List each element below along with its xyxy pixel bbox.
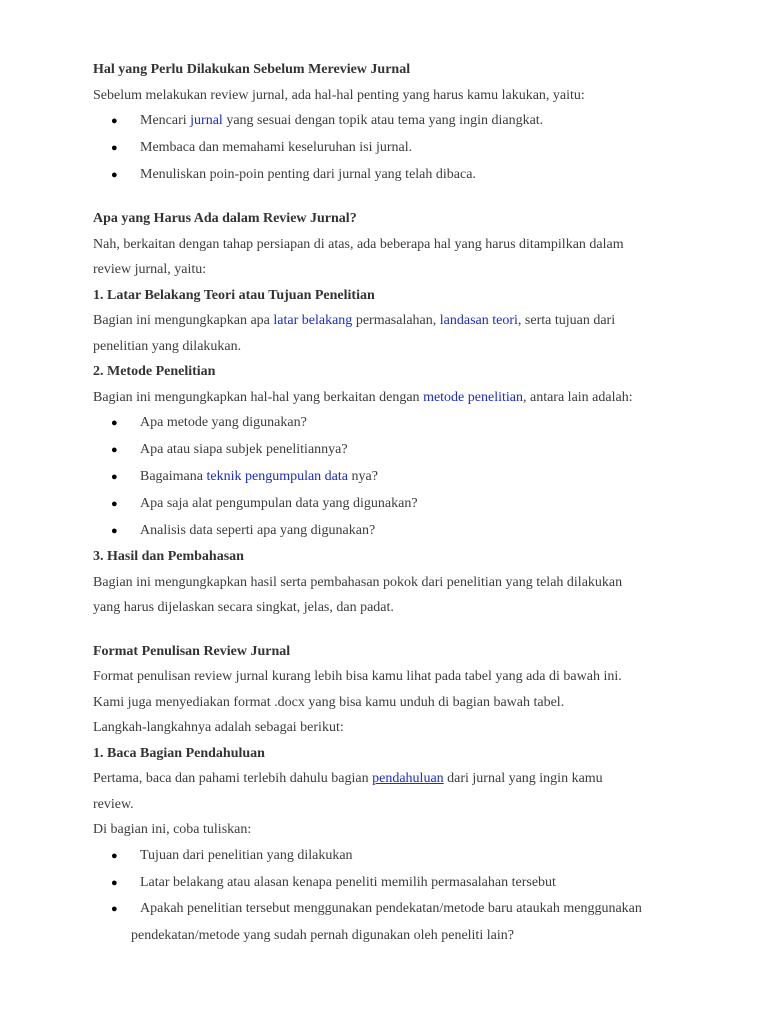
bullet-icon: ● [111,470,118,483]
paragraph-line: Bagian ini mengungkapkan hal-hal yang berkaitan dengan metode penelitian, antara lain adalah: [93,389,633,405]
bullet-list [93,108,708,188]
subsection-heading: 2. Metode Penelitian [93,364,216,380]
bullet-list [93,410,708,544]
subsection-heading: 1. Latar Belakang Teori atau Tujuan Penelitian [93,287,375,303]
list-item: ● Bagaimana teknik pengumpulan data nya? [93,464,708,491]
link-metode-penelitian[interactable]: metode penelitian [423,389,523,405]
bullet-list [93,843,708,950]
subsection-heading: 3. Hasil dan Pembahasan [93,549,244,565]
spacer [93,621,708,639]
paragraph-line: penelitian yang dilakukan. [93,338,242,354]
paragraph-line: review jurnal, yaitu: [93,262,207,278]
link-jurnal[interactable]: jurnal [190,113,223,128]
bullet-icon: ● [111,444,118,457]
bullet-icon: ● [111,417,118,430]
list-item: ● Apa saja alat pengumpulan data yang digunakan? [93,491,708,518]
paragraph-line: Pertama, baca dan pahami terlebih dahulu bagian pendahuluan dari jurnal yang ingin kamu [93,771,603,787]
list-item: ● Menuliskan poin-poin penting dari jurnal yang telah dibaca. [93,162,708,189]
section-heading: Format Penulisan Review Jurnal [93,643,291,659]
paragraph-line: Bagian ini mengungkapkan apa latar belakang permasalahan, landasan teori, serta tujuan dari [93,313,616,329]
bullet-icon: ● [111,876,118,889]
bullet-icon: ● [111,903,118,916]
subsection-heading: 1. Baca Bagian Pendahuluan [93,745,265,761]
paragraph-line: Kami juga menyediakan format .docx yang bisa kamu unduh di bagian bawah tabel. [93,694,565,710]
bullet-icon: ● [111,115,118,127]
bullet-icon: ● [111,497,118,510]
list-item: ● Apakah penelitian tersebut menggunakan pendekatan/metode baru ataukah menggunakan pendekatan/metode yang sudah pernah digunakan oleh peneliti lain? [93,896,708,949]
paragraph-line: review. [93,796,134,812]
spacer [93,188,708,206]
paragraph-line: Bagian ini mengungkapkan hasil serta pembahasan pokok dari penelitian yang telah dilakukan [93,574,623,590]
paragraph-line: Format penulisan review jurnal kurang lebih bisa kamu lihat pada tabel yang ada di bawah ini. [93,669,622,685]
list-item: ● Tujuan dari penelitian yang dilakukan [93,843,708,870]
paragraph-line: yang harus dijelaskan secara singkat, jelas, dan padat. [93,600,394,616]
list-item: ● Membaca dan memahami keseluruhan isi jurnal. [93,135,708,162]
paragraph-line: Di bagian ini, coba tuliskan: [93,822,252,838]
list-item: ● Mencari jurnal yang sesuai dengan topik atau tema yang ingin diangkat. [93,108,708,135]
paragraph-line: Langkah-langkahnya adalah sebagai berikut: [93,720,344,736]
section-heading: Hal yang Perlu Dilakukan Sebelum Mereview Jurnal [93,62,411,77]
paragraph-line: Nah, berkaitan dengan tahap persiapan di atas, ada beberapa hal yang harus ditampilkan dalam [93,236,624,252]
link-landasan-teori[interactable]: landasan teori [439,313,518,329]
link-teknik-pengumpulan-data[interactable]: teknik pengumpulan data [206,468,349,484]
document-page [93,57,708,949]
link-pendahuluan[interactable]: pendahuluan [372,771,444,787]
bullet-icon: ● [111,524,118,537]
list-item: ● Apa atau siapa subjek penelitiannya? [93,437,708,464]
bullet-icon: ● [111,168,118,181]
section-heading: Apa yang Harus Ada dalam Review Jurnal? [93,211,357,227]
list-item: ● Latar belakang atau alasan kenapa peneliti memilih permasalahan tersebut [93,870,708,897]
list-item: ● Apa metode yang digunakan? [93,410,708,437]
list-item: ● Analisis data seperti apa yang digunakan? [93,518,708,545]
bullet-icon: ● [111,849,118,862]
link-latar-belakang[interactable]: latar belakang [273,313,353,329]
paragraph: Sebelum melakukan review jurnal, ada hal-hal penting yang harus kamu lakukan, yaitu: [93,87,585,103]
bullet-icon: ● [111,141,118,154]
